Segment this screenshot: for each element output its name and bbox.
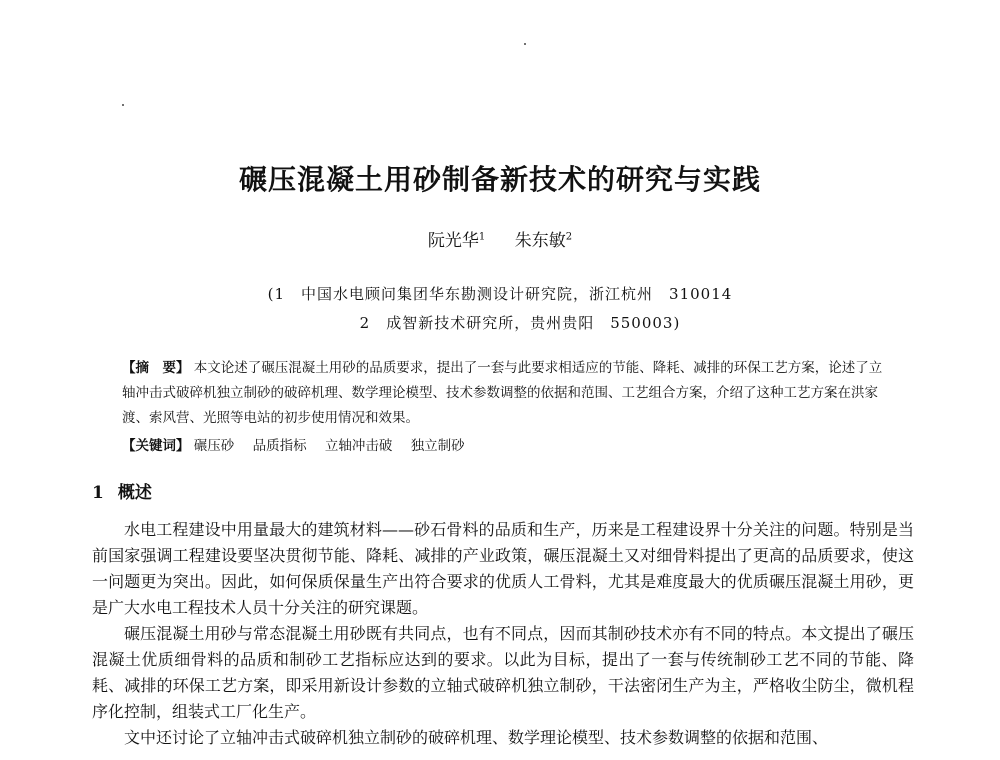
section-number: 1 bbox=[92, 483, 104, 503]
paragraph: 水电工程建设中用量最大的建筑材料——砂石骨料的品质和生产，历来是工程建设界十分关注的问题。特别是当前国家强调工程建设要坚决贯彻节能、降耗、减排的产业政策，碾压混凝土又对细骨料提出了更高的品质要求，使这一问题更为突出。因此，如何保质保量生产出符合要求的优质人工骨料，尤其是难度最大的优质碾压混凝土用砂，更是广大水电工程技术人员十分关注的研究课题。 bbox=[92, 520, 914, 617]
affiliation-line: 2 成智新技术研究所，贵州贵阳 550003) bbox=[359, 314, 681, 332]
paper-title: 碾压混凝土用砂制备新技术的研究与实践 bbox=[238, 163, 761, 196]
keyword: 独立制砂 bbox=[410, 438, 465, 454]
body-text bbox=[92, 517, 914, 751]
keyword: 碾压砂 bbox=[193, 438, 235, 454]
abstract-label: 【摘 要】 bbox=[122, 360, 190, 376]
scan-speck bbox=[122, 104, 124, 106]
abstract-text: 本文论述了碾压混凝土用砂的品质要求，提出了一套与此要求相适应的节能、降耗、减排的环保工艺方案，论述了立轴冲击式破碎机独立制砂的破碎机理、数学理论模型、技术参数调整的依据和范围、工艺组合方案，介绍了这种工艺方案在洪家渡、索风营、光照等电站的初步使用情况和效果。 bbox=[122, 360, 883, 426]
paragraph: 碾压混凝土用砂与常态混凝土用砂既有共同点，也有不同点，因而其制砂技术亦有不同的特点。本文提出了碾压混凝土优质细骨料的品质和制砂工艺指标应达到的要求。以此为目标，提出了一套与传统制砂工艺不同的节能、降耗、减排的环保工艺方案，即采用新设计参数的立轴式破碎机独立制砂，干法密闭生产为主，严格收尘防尘，微机程序化控制，组装式工厂化生产。 bbox=[92, 624, 914, 721]
affiliation-line: (1 中国水电顾问集团华东勘测设计研究院，浙江杭州 310014 bbox=[267, 285, 733, 303]
scan-speck bbox=[524, 43, 526, 45]
section-heading bbox=[92, 478, 152, 503]
keywords-label: 【关键词】 bbox=[122, 438, 190, 454]
author-line bbox=[0, 226, 1000, 251]
author: 阮光华$^1$ bbox=[427, 231, 486, 251]
keyword: 立轴冲击破 bbox=[324, 438, 393, 454]
keyword: 品质指标 bbox=[252, 438, 307, 454]
section-title: 概述 bbox=[117, 483, 152, 503]
keywords-block bbox=[122, 434, 892, 459]
paragraph: 文中还讨论了立轴冲击式破碎机独立制砂的破碎机理、数学理论模型、技术参数调整的依据和范围、 bbox=[124, 728, 829, 747]
abstract-block bbox=[122, 356, 892, 431]
author: 朱东敏$^2$ bbox=[514, 231, 573, 251]
